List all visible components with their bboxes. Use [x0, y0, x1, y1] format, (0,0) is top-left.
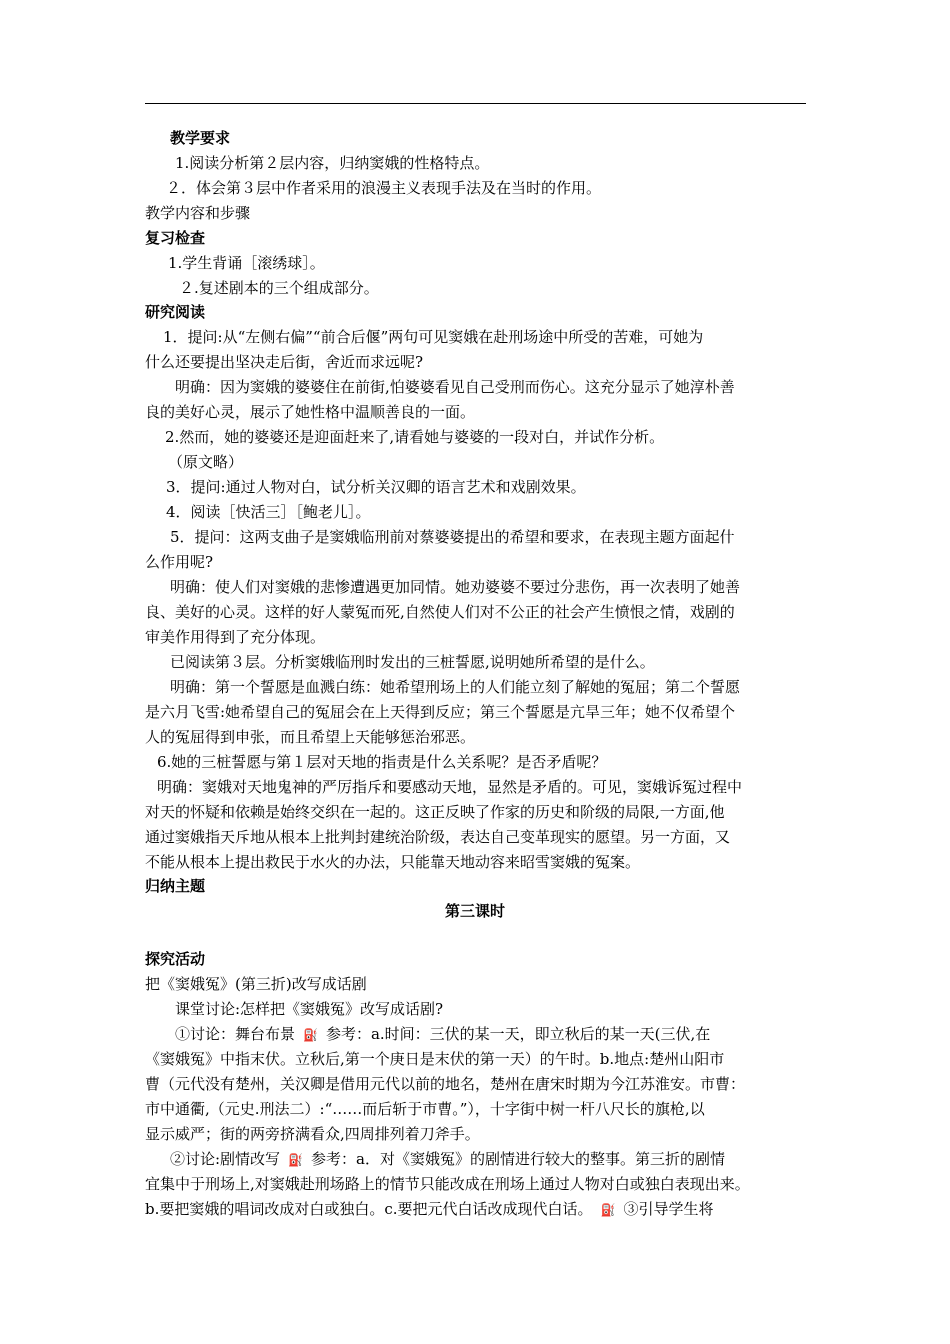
question-1-line-1: 1．提问:从“左侧右偏”“前合后偃”两句可见窦娥在赴刑场途中所受的苦难，可她为: [163, 328, 704, 346]
question-4: 4．阅读［快活三］［鲍老儿］。: [166, 503, 371, 521]
answer-5-line-3: 审美作用得到了充分体现。: [145, 628, 326, 646]
heading-review: 复习检查: [145, 229, 206, 247]
question-1-line-2: 什么还要提出坚决走后街，舍近而求远呢?: [145, 353, 424, 371]
answer-5-line-2: 良、美好的心灵。这样的好人蒙冤而死,自然使人们对不公正的社会产生愤恨之情，戏剧的: [145, 603, 735, 621]
answer-6-line-3: 通过窦娥指天斥地从根本上批判封建统治阶级，表达自己变革现实的愿望。另一方面，又: [145, 828, 731, 846]
question-5-line-2: 么作用呢?: [145, 553, 214, 571]
requirement-2: ２．体会第３层中作者采用的浪漫主义表现手法及在当时的作用。: [166, 179, 602, 197]
requirement-1: 1.阅读分析第２层内容，归纳窦娥的性格特点。: [175, 154, 490, 172]
heading-inquiry: 探究活动: [145, 950, 206, 968]
answer-1-line-2: 良的美好心灵，展示了她性格中温顺善良的一面。: [145, 403, 476, 421]
heading-content-steps: 教学内容和步骤: [145, 204, 251, 222]
answer-6-line-1: 明确：窦娥对天地鬼神的严厉指斥和要感动天地，显然是矛盾的。可见，窦娥诉冤过程中: [157, 778, 743, 796]
paragraph-mark-icon: ⛽: [303, 1028, 318, 1042]
question-2-line-2: （原文略）: [168, 453, 244, 471]
answer-5-line-5: 明确：第一个誓愿是血溅白练：她希望刑场上的人们能立刻了解她的冤屈；第二个誓愿: [170, 678, 741, 696]
inquiry-line-3: [175, 1024, 710, 1045]
inquiry-line-10: [145, 1199, 714, 1220]
inquiry-line-6: 市中通衢,（元史.刑法二）:“……而后斩于市曹。”），十字街中树一杆八尺长的旗枪,以: [145, 1100, 705, 1118]
discussion-1-label: ①讨论：舞台布景: [175, 1025, 296, 1043]
third-lesson-title: 第三课时: [444, 902, 505, 920]
inquiry-line-4: 《窦娥冤》中指末伏。立秋后,第一个庚日是末伏的第一天）的午时。b.地点:楚州山阳市: [145, 1050, 725, 1068]
inquiry-line-9: 宜集中于刑场上,对窦娥赴刑场路上的情节只能改成在刑场上通过人物对白或独白表现出来。: [145, 1175, 750, 1193]
answer-6-line-2: 对天的怀疑和依赖是始终交织在一起的。这正反映了作家的历史和阶级的局限,一方面,他: [145, 803, 725, 821]
inquiry-line-2: 课堂讨论:怎样把《窦娥冤》改写成话剧?: [175, 1000, 444, 1018]
question-5-line-1: 5．提问：这两支曲子是窦娥临刑前对蔡婆婆提出的希望和要求，在表现主题方面起什: [170, 528, 735, 546]
rewrite-notes: b.要把窦娥的唱词改成对白或独白。c.要把元代白话改成现代白话。: [145, 1200, 593, 1218]
guide-students: ③引导学生将: [623, 1200, 714, 1218]
header-rule: [145, 103, 806, 104]
discussion-2-label: ②讨论:剧情改写: [170, 1150, 281, 1168]
answer-5-line-7: 人的冤屈得到申张，而且希望上天能够惩治邪恶。: [145, 728, 476, 746]
answer-5-line-1: 明确：使人们对窦娥的悲惨遭遇更加同情。她劝婆婆不要过分悲伤，再一次表明了她善: [170, 578, 741, 596]
answer-6-line-4: 不能从根本上提出救民于水火的办法，只能靠天地动容来昭雪窦娥的冤案。: [145, 853, 641, 871]
paragraph-mark-icon: ⛽: [288, 1153, 304, 1167]
question-6: 6.她的三桩誓愿与第１层对天地的指责是什么关系呢？是否矛盾呢？: [157, 753, 607, 771]
question-2-line-1: 2.然而，她的婆婆还是迎面赶来了,请看她与婆婆的一段对白，并试作分析。: [165, 428, 665, 446]
heading-teaching-requirements: 教学要求: [170, 129, 231, 147]
question-3: 3．提问:通过人物对白，试分析关汉卿的语言艺术和戏剧效果。: [166, 478, 586, 496]
paragraph-mark-icon: ⛽: [600, 1203, 616, 1217]
review-2: ２.复述剧本的三个组成部分。: [179, 279, 379, 297]
heading-research-reading: 研究阅读: [145, 303, 206, 321]
inquiry-line-8: [170, 1149, 725, 1170]
answer-5-line-6: 是六月飞雪:她希望自己的冤屈会在上天得到反应；第三个誓愿是亢旱三年；她不仅希望个: [145, 703, 736, 721]
answer-5-line-4: 已阅读第３层。分析窦娥临刑时发出的三桩誓愿,说明她所希望的是什么。: [170, 653, 655, 671]
review-1: 1.学生背诵［滚绣球］。: [168, 254, 325, 272]
discussion-2-reference: 参考：a．对《窦娥冤》的剧情进行较大的整事。第三折的剧情: [311, 1150, 725, 1168]
answer-1-line-1: 明确：因为窦娥的婆婆住在前街,怕婆婆看见自己受刑而伤心。这充分显示了她淳朴善: [175, 378, 735, 396]
inquiry-line-1: 把《窦娥冤》(第三折)改写成话剧: [145, 975, 367, 993]
inquiry-line-5: 曹（元代没有楚州，关汉卿是借用元代以前的地名，楚州在唐宋时期为今江苏淮安。市曹：: [145, 1075, 746, 1093]
inquiry-line-7: 显示威严；街的两旁挤满看众,四周排列着刀斧手。: [145, 1125, 480, 1143]
heading-summary-theme: 归纳主题: [145, 877, 206, 895]
discussion-1-reference: 参考：a.时间：三伏的某一天，即立秋后的某一天(三伏,在: [325, 1025, 711, 1043]
